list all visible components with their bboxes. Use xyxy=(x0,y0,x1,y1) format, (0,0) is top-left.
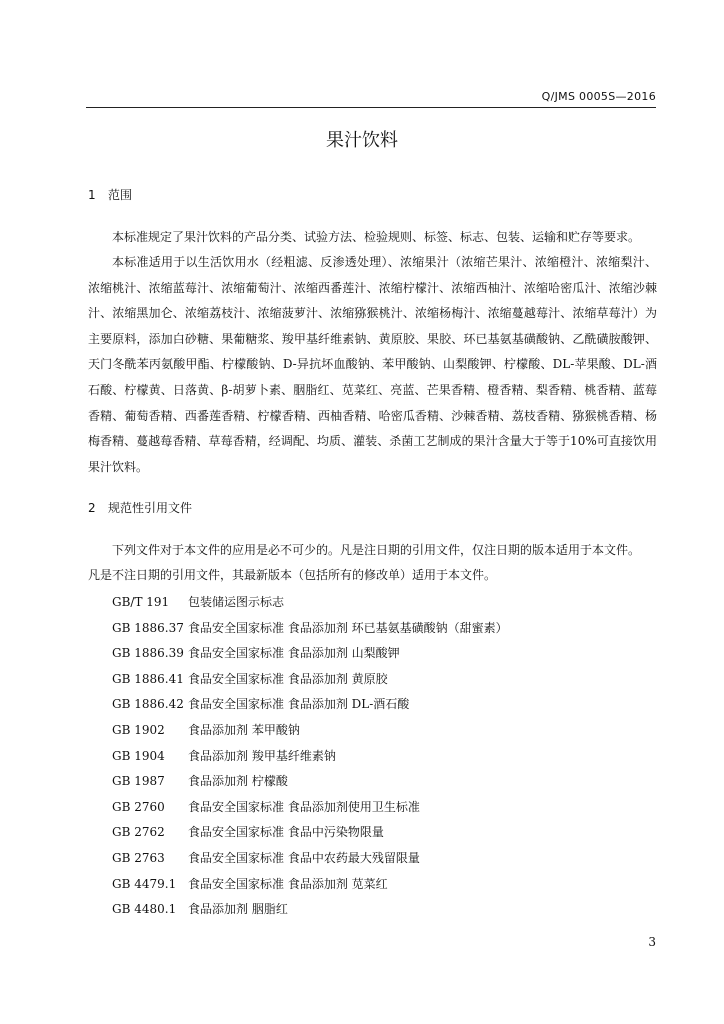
reference-code: GB 1904 xyxy=(112,748,165,763)
document-title: 果汁饮料 xyxy=(326,130,398,151)
reference-title: 食品添加剂 羧甲基纤维素钠 xyxy=(188,748,336,763)
reference-code: GB 1902 xyxy=(112,722,165,737)
reference-title: 食品安全国家标准 食品添加剂 山梨酸钾 xyxy=(188,646,400,661)
reference-title: 食品安全国家标准 食品添加剂 DL-酒石酸 xyxy=(188,697,410,712)
section-number: 1 xyxy=(88,188,96,202)
references-intro-line-2: 凡是不注日期的引用文件，其最新版本（包括所有的修改单）适用于本文件。 xyxy=(88,568,497,582)
section-title: 范围 xyxy=(108,188,133,202)
reference-code: GB 1886.39 xyxy=(112,646,184,661)
reference-item xyxy=(112,616,657,642)
reference-item xyxy=(112,692,657,718)
reference-item xyxy=(112,872,657,898)
reference-title: 食品安全国家标准 食品添加剂 苋菜红 xyxy=(188,876,388,891)
scope-paragraph-1: 本标准规定了果汁饮料的产品分类、试验方法、检验规则、标签、标志、包装、运输和贮存等要求。 xyxy=(112,230,641,244)
section-title: 规范性引用文件 xyxy=(108,501,193,515)
reference-title: 食品安全国家标准 食品添加剂 环已基氨基磺酸钠（甜蜜素） xyxy=(188,620,508,635)
reference-code: GB 1886.37 xyxy=(112,620,184,635)
reference-item xyxy=(112,769,657,795)
reference-code: GB 4479.1 xyxy=(112,876,177,891)
reference-title: 食品安全国家标准 食品中农药最大残留限量 xyxy=(188,850,420,865)
page-number: 3 xyxy=(648,935,656,949)
reference-item xyxy=(112,846,657,872)
header-rule xyxy=(86,107,656,108)
reference-code: GB 1886.42 xyxy=(112,697,184,712)
reference-title: 食品安全国家标准 食品添加剂 黄原胶 xyxy=(188,671,388,686)
reference-code: GB 2762 xyxy=(112,825,165,840)
reference-title: 食品添加剂 苯甲酸钠 xyxy=(188,722,300,737)
reference-item xyxy=(112,795,657,821)
references-intro-line-1: 下列文件对于本文件的应用是必不可少的。凡是注日期的引用文件，仅注日期的版本适用于本文件。 xyxy=(112,543,641,557)
reference-title: 食品安全国家标准 食品中污染物限量 xyxy=(188,825,384,840)
reference-code: GB 4480.1 xyxy=(112,902,177,917)
reference-list xyxy=(112,590,657,923)
section-heading-scope xyxy=(88,186,132,203)
section-heading-references xyxy=(88,499,192,516)
reference-title: 食品安全国家标准 食品添加剂使用卫生标准 xyxy=(188,799,420,814)
standard-code: Q/JMS 0005S—2016 xyxy=(541,90,656,103)
reference-code: GB 1886.41 xyxy=(112,671,184,686)
reference-code: GB 2760 xyxy=(112,799,165,814)
reference-item xyxy=(112,897,657,923)
reference-item xyxy=(112,667,657,693)
reference-code: GB/T 191 xyxy=(112,595,170,609)
reference-title: 食品添加剂 胭脂红 xyxy=(188,902,288,917)
reference-item xyxy=(112,718,657,744)
reference-title: 食品添加剂 柠檬酸 xyxy=(188,774,288,789)
reference-title: 包装储运图示标志 xyxy=(188,595,285,609)
reference-item xyxy=(112,590,657,616)
reference-item xyxy=(112,641,657,667)
reference-item xyxy=(112,820,657,846)
reference-code: GB 1987 xyxy=(112,774,165,789)
reference-item xyxy=(112,744,657,770)
reference-code: GB 2763 xyxy=(112,850,165,865)
scope-paragraph-2: 本标准适用于以生活饮用水（经粗滤、反渗透处理）、浓缩果汁（浓缩芒果汁、浓缩橙汁、浓缩梨汁、浓缩桃汁、浓缩蓝莓汁、浓缩葡萄汁、浓缩西番莲汁、浓缩柠檬汁、浓缩西柚汁、浓缩哈密瓜汁、浓缩沙棘汁、浓缩黑加仑、浓缩荔枝汁、浓缩菠萝汁、浓缩猕猴桃汁、浓缩杨梅汁、浓缩蔓越莓汁、浓缩草莓汁）为主要原料，添加白砂糖、果葡糖浆、羧甲基纤维素钠、黄原胶、果胶、环已基氨基磺酸钠、乙酰磺胺酸钾、天门冬酰苯丙氨酸甲酯、柠檬酸钠、D-异抗坏血酸钠、苯甲酸钠、山梨酸钾、柠檬酸、DL-苹果酸、DL-酒石酸、柠檬黄、日落黄、β-胡萝卜素、胭脂红、苋菜红、亮蓝、芒果香精、橙香精、梨香精、桃香精、蓝莓香精、葡萄香精、西番莲香精、柠檬香精、西柚香精、哈密瓜香精、沙棘香精、荔枝香精、猕猴桃香精、杨梅香精、蔓越莓香精、草莓香精，经调配、均质、灌装、杀菌工艺制成的果汁含量大于等于10%可直接饮用果汁饮料。 xyxy=(88,255,657,474)
section-number: 2 xyxy=(88,501,96,515)
